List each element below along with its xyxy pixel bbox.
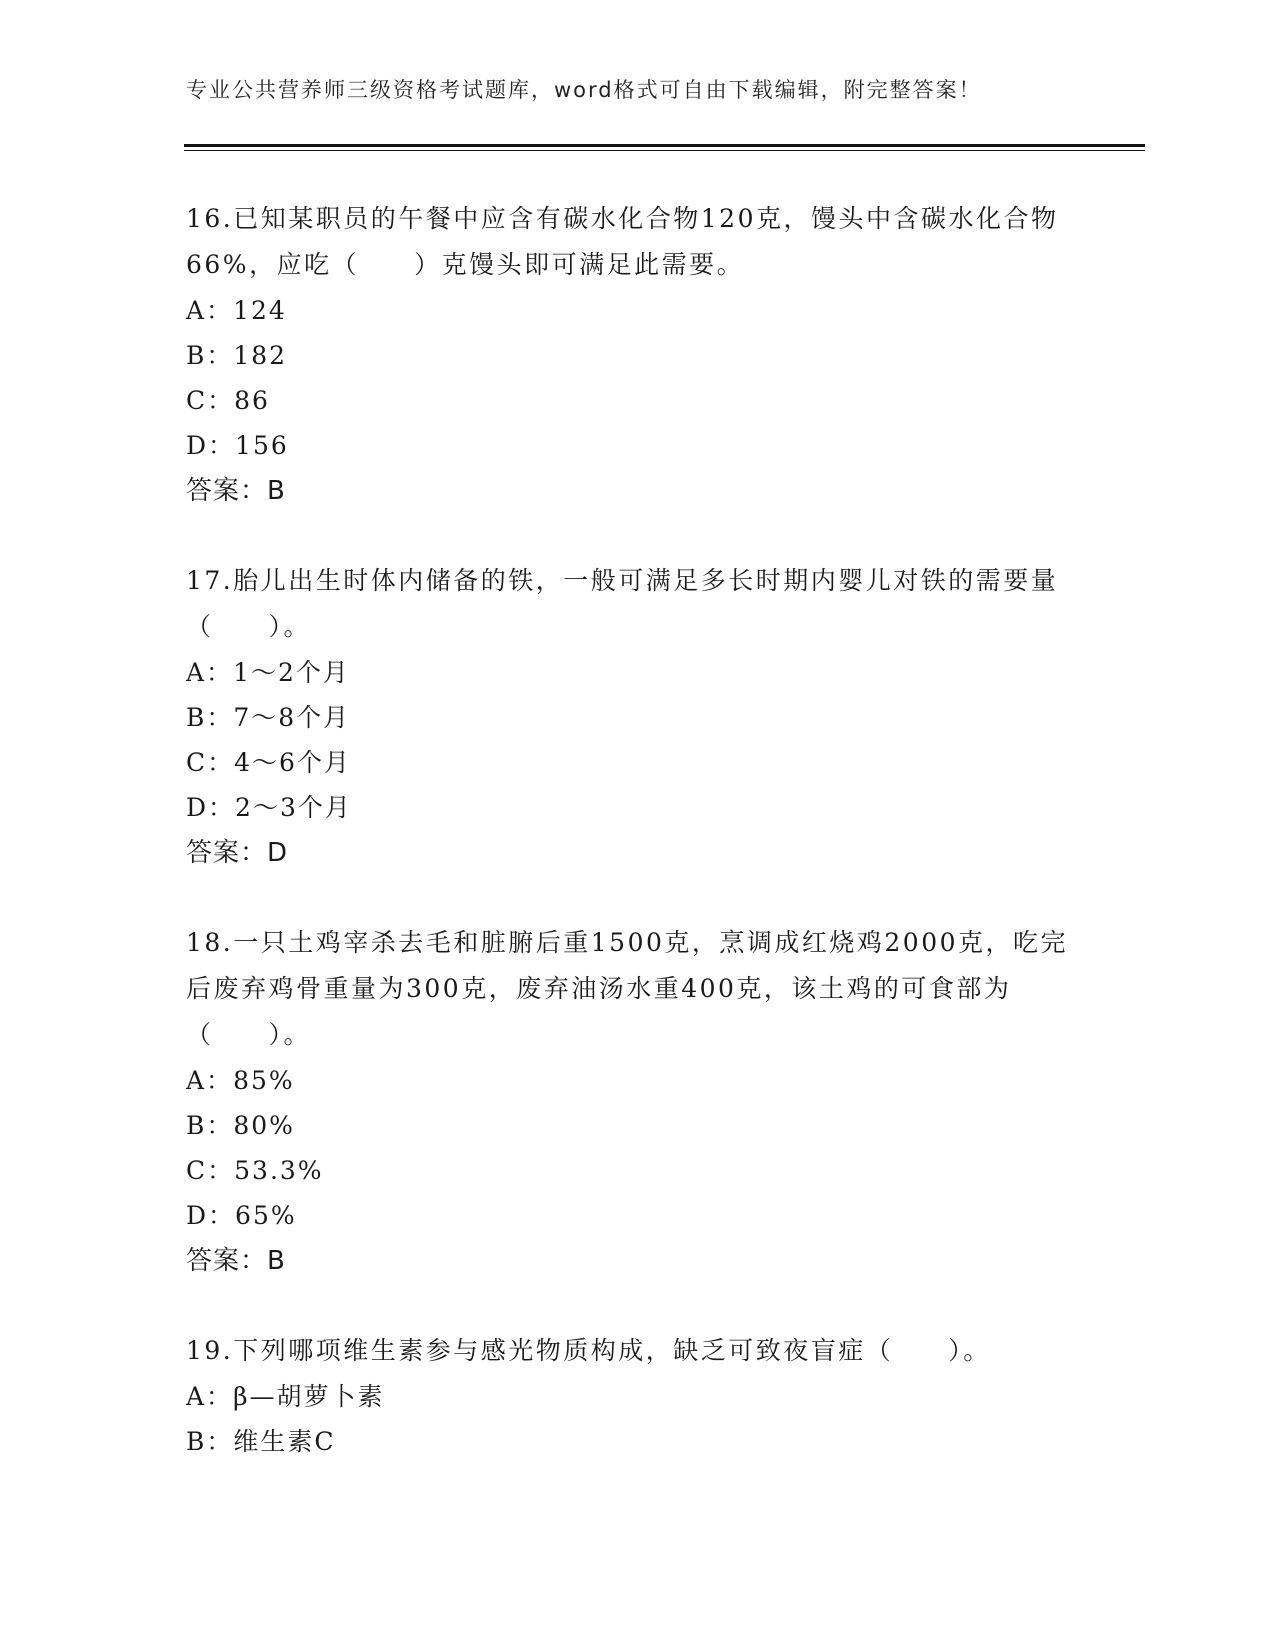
- question-stem: 17.胎儿出生时体内储备的铁，一般可满足多长时期内婴儿对铁的需要量（ ）。: [186, 566, 1059, 641]
- question-16: [186, 196, 1086, 514]
- option-text: 124: [233, 296, 287, 325]
- option-text: 85%: [233, 1066, 295, 1095]
- header-divider-thin: [184, 150, 1145, 151]
- option-text: 65%: [235, 1201, 297, 1230]
- question-stem: 16.已知某职员的午餐中应含有碳水化合物120克，馒头中含碳水化合物66%，应吃（ ）克馒头即可满足此需要。: [186, 204, 1059, 279]
- option-c: [186, 1148, 1086, 1193]
- option-c: [186, 378, 1086, 423]
- page-header-title: 专业公共营养师三级资格考试题库，word格式可自由下载编辑，附完整答案！: [186, 78, 982, 102]
- option-text: 156: [235, 431, 289, 460]
- option-b: [186, 695, 1086, 740]
- option-text: 80%: [233, 1111, 295, 1140]
- option-letter: C：: [186, 748, 235, 777]
- option-text: 86: [234, 386, 270, 415]
- option-letter: B：: [186, 341, 234, 370]
- answer-line: 答案：B: [186, 1246, 286, 1276]
- header-divider-thick: [184, 144, 1145, 147]
- question-list: [186, 196, 1086, 1508]
- question-stem: 18.一只土鸡宰杀去毛和脏腑后重1500克，烹调成红烧鸡2000克，吃完后废弃鸡骨重量为300克，废弃油汤水重400克，该土鸡的可食部为（ ）。: [186, 928, 1069, 1049]
- option-letter: A：: [186, 1066, 234, 1095]
- option-a: [186, 288, 1086, 333]
- option-a: [186, 1058, 1086, 1103]
- option-text: 182: [233, 341, 288, 370]
- option-text: 4～6个月: [234, 748, 351, 777]
- question-18: [186, 920, 1086, 1284]
- option-b: [186, 1419, 1086, 1464]
- question-19: [186, 1328, 1086, 1464]
- option-letter: C：: [186, 1156, 235, 1185]
- question-stem: 19.下列哪项维生素参与感光物质构成，缺乏可致夜盲症（ ）。: [186, 1336, 991, 1365]
- option-letter: D：: [186, 431, 236, 460]
- option-a: [186, 650, 1086, 695]
- option-d: [186, 1193, 1086, 1238]
- option-a: [186, 1374, 1086, 1419]
- option-d: [186, 423, 1086, 468]
- answer-line: 答案：B: [186, 476, 286, 506]
- option-c: [186, 740, 1086, 785]
- option-text: 53.3%: [234, 1156, 324, 1185]
- option-b: [186, 1103, 1086, 1148]
- option-text: 7～8个月: [233, 703, 351, 732]
- option-text: 维生素C: [233, 1427, 336, 1456]
- answer-line: 答案：D: [186, 838, 289, 868]
- option-letter: B：: [186, 1111, 234, 1140]
- option-letter: A：: [186, 658, 234, 687]
- option-text: β—胡萝卜素: [233, 1382, 385, 1411]
- option-b: [186, 333, 1086, 378]
- option-letter: D：: [186, 1201, 236, 1230]
- option-text: 1～2个月: [233, 658, 350, 687]
- option-letter: B：: [186, 1427, 234, 1456]
- question-17: [186, 558, 1086, 876]
- option-letter: A：: [186, 296, 234, 325]
- option-text: 2～3个月: [235, 793, 352, 822]
- option-letter: C：: [186, 386, 235, 415]
- option-letter: D：: [186, 793, 236, 822]
- option-d: [186, 785, 1086, 830]
- option-letter: A：: [186, 1382, 234, 1411]
- option-letter: B：: [186, 703, 234, 732]
